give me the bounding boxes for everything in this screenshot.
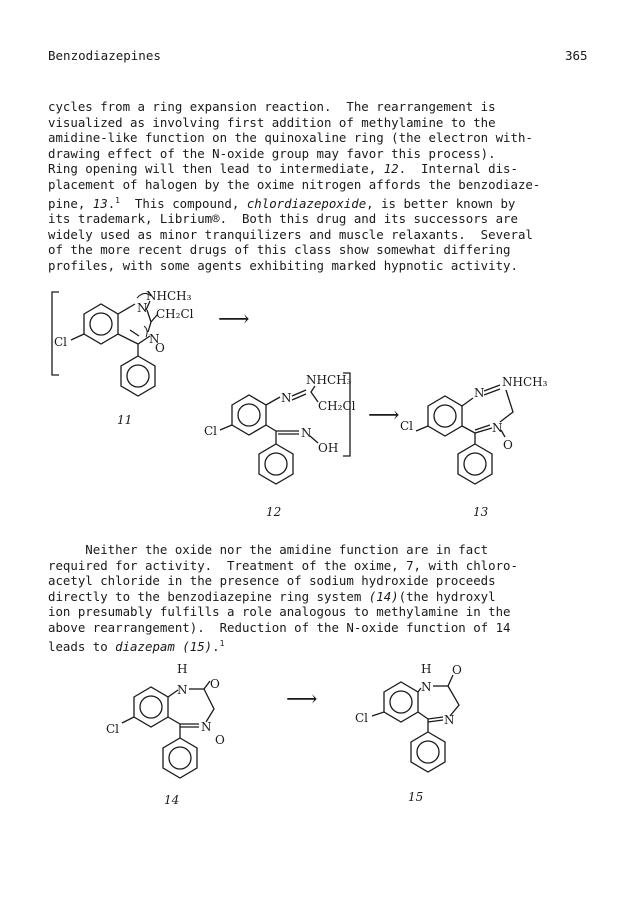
- text-run: 12: [383, 161, 399, 177]
- atom-cl: Cl: [355, 711, 369, 725]
- atom-o1: O: [210, 677, 220, 691]
- atom-n1: N: [177, 683, 188, 697]
- group-nhch3: NHCH₃: [306, 373, 352, 387]
- atom-cl: Cl: [204, 424, 218, 438]
- atom-n1: N: [474, 386, 485, 400]
- reaction-arrow-3: ⟶: [286, 687, 318, 712]
- text-run: visualized as involving first addition of methylamine to the: [48, 114, 496, 130]
- group-oh: OH: [318, 441, 339, 455]
- benzo-ring: [232, 395, 266, 435]
- phenyl-ring: [411, 732, 445, 772]
- text-run: widely used as minor tranquilizers and muscle relaxants. Several: [48, 226, 533, 242]
- structure-compound-14: [106, 662, 225, 807]
- text-run: .: [107, 195, 116, 211]
- text-run: diazepam (15): [115, 638, 213, 654]
- text-run: placement of halogen by the oxime nitrogen affords the benzodiaze-: [48, 176, 541, 192]
- text-run: acetyl chloride in the presence of sodium hydroxide proceeds: [48, 573, 496, 589]
- atom-n2: N: [492, 421, 503, 435]
- atom-n1: N: [137, 301, 148, 315]
- text-run: , is better known by: [366, 195, 516, 211]
- atom-o: O: [503, 438, 513, 452]
- atom-n2: N: [444, 713, 455, 727]
- text-run: profiles, with some agents exhibiting marked hypnotic activity.: [48, 258, 518, 274]
- atom-n2: N: [301, 426, 312, 440]
- text-run: 13: [92, 195, 108, 211]
- phenyl-ring: [163, 738, 197, 778]
- structure-compound-11: [52, 289, 194, 427]
- atom-h: H: [421, 662, 432, 676]
- running-header-title: Benzodiazepines: [48, 48, 161, 63]
- text-run: ion presumably fulfills a role analogous to methylamine in the: [48, 604, 511, 620]
- compound-label-12: 12: [266, 505, 282, 519]
- benzo-ring: [428, 396, 462, 436]
- atom-cl: Cl: [54, 335, 68, 349]
- text-run: leads to: [48, 638, 116, 654]
- text-run: its trademark, Librium®. Both this drug and its successors are: [48, 211, 518, 227]
- atom-n1: N: [421, 680, 432, 694]
- benzo-ring: [384, 682, 418, 722]
- text-run: Neither the oxide nor the amidine function are in fact: [48, 542, 489, 557]
- text-run: .: [212, 638, 220, 654]
- group-nhch3: NHCH₃: [146, 289, 192, 303]
- atom-o1: O: [452, 663, 462, 677]
- compound-label-11: 11: [117, 413, 133, 427]
- text-run: drawing effect of the N-oxide group may favor this process).: [48, 145, 496, 161]
- compound-label-14: 14: [164, 793, 180, 807]
- compound-label-15: 15: [408, 790, 424, 804]
- text-run: chlordiazepoxide: [246, 195, 367, 211]
- text-run: (the hydroxyl: [398, 588, 496, 604]
- text-run: cycles from a ring expansion reaction. The rearrangement is: [48, 99, 496, 114]
- compound-label-13: 13: [473, 505, 489, 519]
- reaction-arrow-2: ⟶: [368, 403, 400, 428]
- text-run: . Internal dis-: [398, 161, 518, 177]
- atom-cl: Cl: [106, 722, 120, 736]
- text-run: above rearrangement). Reduction of the N-oxide function of 14: [48, 619, 511, 635]
- group-ch2cl: CH₂Cl: [318, 399, 356, 413]
- phenyl-ring: [121, 356, 155, 396]
- phenyl-ring: [458, 444, 492, 484]
- benzo-ring: [84, 304, 118, 344]
- group-ch2cl: CH₂Cl: [156, 307, 194, 321]
- text-run: This compound,: [119, 195, 247, 211]
- text-run: (14): [368, 588, 399, 604]
- text-run: of the more recent drugs of this class show somewhat differing: [48, 242, 511, 258]
- text-run: directly to the benzodiazepine ring system: [48, 588, 369, 604]
- atom-o: O: [155, 341, 165, 355]
- reference-superscript: 1: [219, 638, 225, 648]
- reference-superscript: 1: [115, 195, 120, 205]
- atom-n: N: [281, 391, 292, 405]
- benzo-ring: [134, 687, 168, 727]
- group-nhch3: NHCH₃: [502, 375, 548, 389]
- atom-n2: N: [149, 332, 160, 346]
- text-run: Ring opening will then lead to intermediate,: [48, 161, 384, 177]
- text-run: pine,: [48, 195, 93, 211]
- text-run: required for activity. Treatment of the oxime, 7, with chloro-: [48, 557, 518, 573]
- page-number: 365: [565, 48, 588, 63]
- atom-cl: Cl: [400, 419, 414, 433]
- structure-compound-15: [355, 662, 462, 804]
- atom-h: H: [177, 662, 188, 676]
- structure-compound-12: [204, 373, 356, 519]
- structure-compound-13: [400, 375, 548, 519]
- atom-n2: N: [201, 720, 212, 734]
- phenyl-ring: [259, 444, 293, 484]
- reaction-arrow-1: ⟶: [218, 307, 250, 332]
- atom-o2: O: [215, 733, 225, 747]
- text-run: amidine-like function on the quinoxaline ring (the electron with-: [48, 130, 533, 146]
- bracket-left: [52, 292, 59, 375]
